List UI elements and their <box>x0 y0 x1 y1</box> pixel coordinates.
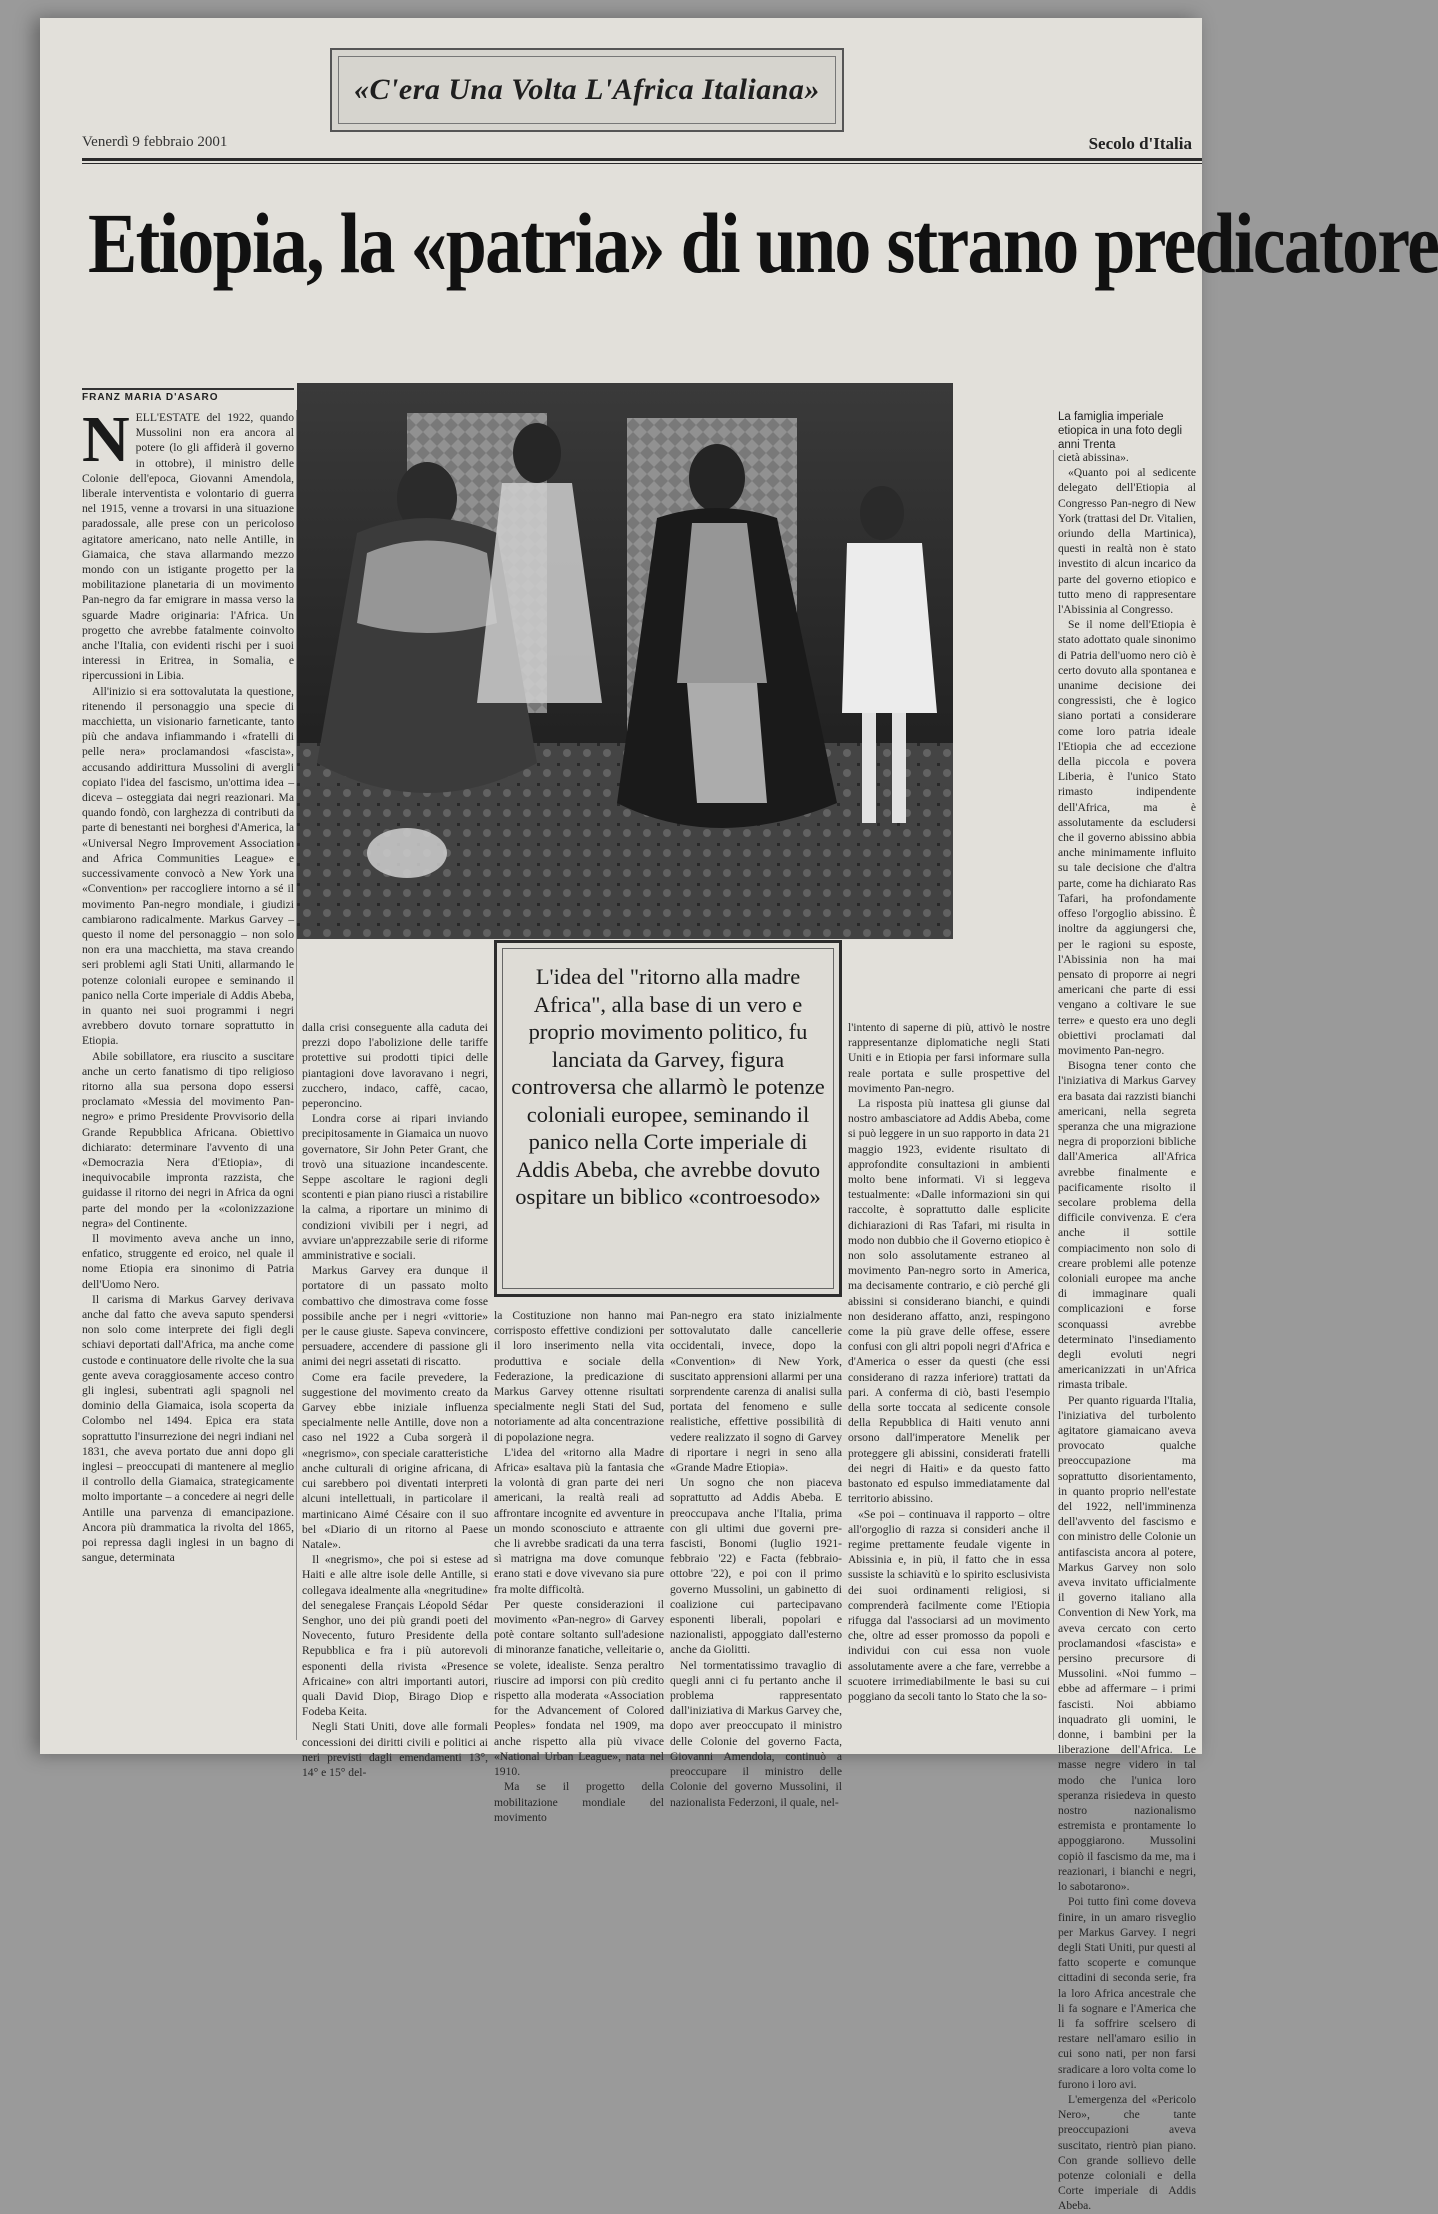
article-column-5 <box>848 1020 1050 1745</box>
article-column-2 <box>302 1020 488 1779</box>
emperor-head <box>689 444 745 512</box>
paragraph: L'idea del «ritorno alla Madre Africa» esaltava più la fantasia che la volontà di gran parte dei neri americani, la realtà reali ad affrontare incognite ed avventure in un mondo sconosciuto e attraente che li avrebbe sradicati da una terra sì matrigna ma dove comunque erano stati e dove vivevano sia pure fra molte difficoltà. <box>494 1445 664 1596</box>
paragraph: Il movimento aveva anche un inno, enfatico, struggente ed eroico, nel quale il nome Etiopia era sinonimo di Patria dell'Uomo Nero. <box>82 1231 294 1291</box>
paragraph: l'intento di saperne di più, attivò le nostre rappresentanze diplomatiche negli Stati Uniti e in Etiopia per farsi informare sulla reale portata e sulle prospettive del movimento Pan-negro. <box>848 1021 1050 1095</box>
paragraph: Per quanto riguarda l'Italia, l'iniziativa del turbolento agitatore giamaicano aveva provocato qualche preoccupazione ma soprattutto disorientamento, in quanto proprio nell'estate del 1922, nell'imminenza dell'avvento del fascismo e con ministro delle Colonie un antifascista ancora al potere, Markus Garvey non solo aveva invitato ufficialmente il governo italiano alla Convention di New York, ma aveva cercato con certo proclamandosi «fascista» e persino precursore di Mussolini. «Noi fummo – ebbe ad affermare – i primi fascisti. Noi abbiamo inquadrato gli uomini, le donne, i bambini per la liberazione dell'Africa. Le masse negre videro in tal modo che l'unica loro speranza risiedeva in questo nostro nazionalismo estremista e prontamente lo appoggiarono. Mussolini copiò il fascismo da me, ma i reazionari, i bianchi e negri, lo sabotarono». <box>1058 1393 1196 1894</box>
paragraph: Bisogna tener conto che l'iniziativa di Markus Garvey era basata dai razzisti bianchi americani, nella segreta speranza che una migrazione negra di proporzioni bibliche dall'America all'Africa avrebbe finalmente e pacificamente risolto il secolare problema della difficile convivenza. E c'era anche il sottile compiacimento non solo di creare problemi alle potenze coloniali europee ma anche di immaginare quali complicazioni e forse sconquassi avrebbe determinato l'insediamento degli evoluti negri americanizzati in un'Africa rimasta tribale. <box>1058 1059 1196 1392</box>
paragraph: la Costituzione non hanno mai corrisposto effettive condizioni per il loro inserimento nella vita produttiva e sociale della Federazione, la predicazione di Markus Garvey ottenne risultati specialmente negli Stati del Sud, notoriamente ad alta concentrazione di popolazione negra. <box>494 1309 664 1444</box>
photo-caption: La famiglia imperiale etiopica in una foto degli anni Trenta <box>1058 411 1183 451</box>
young-prince-leg <box>862 713 876 823</box>
masthead: Secolo d'Italia <box>1088 134 1192 153</box>
pull-quote-box <box>494 940 842 1297</box>
paragraph: «Quanto poi al sedicente delegato dell'Etiopia al Congresso Pan-negro di New York (trattasi del Dr. Vitalien, oriundo della Martinica), questi in realtà non è stato investito di alcun incarico da parte del governo etiopico e tutto meno di rappresentare l'Abissinia al Congresso. <box>1058 466 1196 617</box>
article-column-1 <box>82 403 294 1745</box>
paragraph: Se il nome dell'Etiopia è stato adottato quale sinonimo di Patria dell'uomo nero ciò è certo dovuto alla spontanea e unanime decisione dei congressisti, che è logico siano portati a considerare come loro patria ideale l'Etiopia che ad eccezione della piccola e povera Liberia, è l'unico Stato rimasto indipendente dell'Africa, ma è assolutamente da escludersi che il governo abissino abbia anche minimamente influito su tale decisione che d'altra parte, come ha dichiarato Ras Tafari, ha profondamente offeso l'orgoglio abissino. È inoltre da aggiungersi che, per le ragioni su esposte, l'Abissinia non ha mai pensato di proporre ai negri americani che parte di essi vengano a coltivare le sue terre» e questo era uno degli obiettivi proclamati dal movimento Pan-negro. <box>1058 618 1196 1057</box>
article-column-6 <box>1058 450 1196 2213</box>
column-rule <box>1053 450 1054 1740</box>
dog <box>367 828 447 878</box>
byline: FRANZ MARIA D'ASARO <box>82 388 294 403</box>
newspaper-page <box>40 18 1438 2213</box>
drop-cap: N <box>82 403 130 476</box>
paragraph: «Se poi – continuava il rapporto – oltre all'orgoglio di razza si consideri anche il regime prettamente feudale vigente in Abissinia e, in più, il fatto che in essa sussiste la schiavitù e lo spirito esclusivista dei suoi ordinamenti religiosi, si comprenderà facilmente come l'Etiopia rifugga dal l'associarsi ad un movimento che, oltre ad esser promosso da popoli e individui con cui essa non vuole assolutamente avere a che fare, verrebbe a scuotere irrimediabilmente le basi su cui poggiano da secoli tanto lo Stato che la so- <box>848 1507 1050 1703</box>
empress-cape <box>357 541 497 634</box>
paragraph: Il carisma di Markus Garvey derivava anche dal fatto che aveva saputo spendersi non solo come interprete dei figli degli schiavi deportati dall'Africa, ma anche come custode e continuatore delle rivolte che la sua gente aveva coraggiosamente acceso contro gli inglesi, subentrati agli spagnoli nel dominio della Giamaica, isola scoperta da Colombo nel 1494. Epica era stata soprattutto l'insurrezione dei negri indiani nel 1831, che aveva portato due anni dopo gli inglesi – preoccupati di mantenere al meglio il controllo della Giamaica, strategicamente molto importante – a concedere ai negri delle Antille una parvenza di emancipazione. Ancora più drammatica la rivolta del 1865, poi repressa dagli inglesi in un bagno di sangue, determinata <box>82 1292 294 1565</box>
headline: Etiopia, la «patria» di uno strano predicatore <box>88 195 1438 291</box>
paragraph: La risposta più inattesa gli giunse dal nostro ambasciatore ad Addis Abeba, come si può leggere in un suo rapporto in data 21 maggio 1923, evidente risultato di approfondite consultazioni in ambienti molto bene informati. Vi si leggeva testualmente: «Dalle informazioni sin qui raccolte, è soprattutto dalle esplicite dichiarazioni di Ras Tafari, mi risulta in modo non dubbio che il Governo etiopico è non solo assolutamente estraneo al movimento Pan-negro sorto in America, ma decisamente contrario, e ciò perché gli abissini si considerano bianchi, e quindi non desiderano affatto, anzi, respingono come la più grave delle offese, essere confusi con gli altri popoli negri d'Africa e d'America o esser da questi (che essi considerano di razza inferiore) trattati da pari. A conferma di ciò, basti l'esempio della sorte toccata al sedicente console della Repubblica di Haiti venuto anni orsono dall'imperatore Menelik per proteggere gli abissini, considerati fratelli dei negri di Haiti» e da questo fatto bastonato ed espulso immediatamente dal territorio abissino. <box>848 1097 1050 1506</box>
header-rule-thin <box>82 163 1202 164</box>
imperial-family-photo <box>297 383 953 939</box>
paragraph: Abile sobillatore, era riuscito a suscitare anche un certo fanatismo di tipo religioso ritorno alla sua persona dopo essersi proclamato «Messia del movimento Pan-negro» e primo Presidente Provvisorio della Grande Repubblica Africana. Obiettivo dichiarato: determinare l'avvento di una «Democrazia Nera d'Etiopia», di inequivocabile impronta razzista, che guidasse il ritorno dei negri in Africa da ogni parte del mondo per la «colonizzazione negra» del Continente. <box>82 1049 294 1230</box>
paragraph: Londra corse ai ripari inviando precipitosamente in Giamaica un nuovo governatore, Sir John Peter Grant, che trovò una situazione incandescente. Seppe ascoltare le ragioni degli scontenti e pian piano riuscì a ristabilire la calma, a riportare un minimo di condizioni vivibili per i negri, ad avviare un'apprezzabile serie di riforme amministrative e sociali. <box>302 1112 488 1263</box>
young-prince-leg <box>892 713 906 823</box>
paragraph: Per queste considerazioni il movimento «Pan-negro» di Garvey potè contare soltanto sull'adesione di minoranze fanatiche, velleitarie o, se volete, idealiste. Senza peraltro riuscire ad imporsi con più credito rispetto alla moderata «Association for the Advancement of Colored Peoples» fondata nel 1909, ma anche rispetto alla più vivace «National Urban League», nata nel 1910. <box>494 1597 664 1779</box>
paragraph: cietà abissina». <box>1058 451 1129 464</box>
young-prince-robe <box>842 543 937 713</box>
paragraph: Negli Stati Uniti, dove alle formali concessioni dei diritti civili e politici ai neri previsti dagli emendamenti 13°, 14° e 15° del- <box>302 1720 488 1779</box>
paragraph: dalla crisi conseguente alla caduta dei prezzi dopo l'abolizione delle tariffe protettive sui prodotti tipici delle piantagioni dove lavoravano i negri, zucchero, indaco, caffè, cacao, peperoncino. <box>302 1021 488 1111</box>
article-column-4 <box>670 1308 842 1809</box>
paragraph <box>82 403 294 684</box>
paragraph: Il «negrismo», che poi si estese ad Haiti e alle altre isole delle Antille, si collegava idealmente alla «negritudine» del senegalese Français Léopold Sédar Senghor, uno dei più grandi poeti del Novecento, futuro Presidente della Repubblica e fra i più autorevoli esponenti della rivista «Presence Africaine» con altri importanti autori, quali David Diop, Birago Diop e Fodeba Keita. <box>302 1553 488 1719</box>
photo-illustration <box>297 383 953 939</box>
prince-head <box>513 423 561 483</box>
issue-date: Venerdì 9 febbraio 2001 <box>82 134 228 150</box>
series-title: «C'era Una Volta L'Africa Italiana» <box>354 73 820 106</box>
young-prince-head <box>860 486 904 540</box>
paragraph: Poi tutto finì come doveva finire, in un amaro risveglio per Markus Garvey. I negri degli Stati Uniti, pur questi al fatto scoperte e comunque cittadini di seconda serie, fra la loro Africa ancestrale che li fa sognare e l'America che li fa soffrire scelsero di restare nell'amaro esilio in cui sono nati, per non farsi sradicare a loro volta come lo furono i loro avi. <box>1058 1895 1196 2091</box>
series-banner <box>330 48 844 132</box>
paragraph: Markus Garvey era dunque il portatore di un passato molto combattivo che dimostrava come fosse possibile anche per i negri «vittorie» per le cause giuste. Sapeva convincere, persuadere, accendere di passione gli animi dei negri assetati di riscatto. <box>302 1264 488 1369</box>
header-rule <box>82 158 1202 161</box>
paragraph: Nel tormentatissimo travaglio di quegli anni ci fu pertanto anche il problema rappresentato dall'iniziativa di Markus Garvey che, dopo aver preoccupato il ministro delle Colonie del governo Facta, Giovanni Amendola, continuò a preoccupare il ministro delle Colonie del governo Mussolini, il nazionalista Federzoni, il quale, nel- <box>670 1658 842 1809</box>
emperor-trousers <box>687 683 767 803</box>
paragraph: L'emergenza del «Pericolo Nero», che tante preoccupazioni aveva suscitato, rientrò pian piano. Con grande sollievo delle potenze coloniali e della Corte imperiale di Addis Abeba. <box>1058 2092 1196 2213</box>
paragraph-text: ELL'ESTATE del 1922, quando Mussolini non era ancora al potere (lo gli affiderà il governo in ottobre), il ministro delle Colonie dell'epoca, Giovanni Amendola, liberale interventista e volontario di guerra nel 1915, venne a trovarsi in una situazione paradossale, alle prese con un pericoloso agitatore americano, nato nelle Antille, in Giamaica, che stava allarmando mezzo mondo con un istigante progetto per la mobilitazione planetaria di un movimento Pan-negro da far emigrare in massa verso la sguarde Madre originaria: l'Africa. Un progetto che avrebbe fatalmente coinvolto anche l'Italia, con evidenti rischi per i suoi interessi in Eritrea, in Somalia, e ripercussioni in Libia. <box>82 411 294 683</box>
pull-quote: L'idea del "ritorno alla madre Africa", alla base di un vero e proprio movimento politico, fu lanciata da Garvey, figura controversa che allarmò le potenze coloniali europee, seminando il panico nella Corte imperiale di Addis Abeba, che avrebbe dovuto ospitare un biblico «controesodo» <box>511 964 825 1209</box>
paragraph: Un sogno che non piaceva soprattutto ad Addis Abeba. E preoccupava anche l'Italia, prima con gli ultimi due governi pre-fascisti, Bonomi (luglio 1921-febbraio '22) e Facta (febbraio-ottobre '22), e poi con il primo governo Mussolini, un gabinetto di coalizione cui partecipavano esponenti liberali, popolari e nazionalisti, appoggiato dall'esterno anche da Giolitti. <box>670 1476 842 1657</box>
paragraph: Come era facile prevedere, la suggestione del movimento creato da Garvey ebbe iniziale influenza specialmente nelle Antille, dove non a caso nel 1922 a Cuba sorgerà il «negrismo», con speciale caratteristiche anche culturali di origine africana, di cui sarebbero poi diventati interpreti alcuni intellettuali, in particolare il martinicano Aimé Césaire con il suo bel «Diario di un ritorno al Paese Natale». <box>302 1370 488 1551</box>
article-column-3 <box>494 1308 664 1824</box>
paragraph: All'inizio si era sottovalutata la questione, ritenendo il personaggio una specie di macchietta, un visionario farneticante, tanto più che andava infiammando i «fratelli di pelle nera» proclamandosi «fascista», accusando addirittura Mussolini di avergli copiato l'idea del fascismo, un'ottima idea – diceva – osteggiata dai negri reazionari. Ma quando fondò, con larghezza di contributi da parte di benestanti nei borghesi d'America, la «Universal Negro Improvement Association and Africa Communities League» e successivamente convocò a New York una «Convention» per raccogliere intorno a sé il movimento Pan-negro mondiale, i giudizi cambiarono radicalmente. Markus Garvey – questo il nome del personaggio – non solo non era una macchietta, ma stava creando seri problemi agli Stati Uniti, allarmando le potenze coloniali europee e seminando il panico nella Corte imperiale di Addis Abeba, in quanto nei suoi programmi i negri avrebbero dovuto tornare soprattutto in Etiopia. <box>82 684 294 1048</box>
paragraph: Ma se il progetto della mobilitazione mondiale del movimento <box>494 1780 664 1824</box>
paragraph: Pan-negro era stato inizialmente sottovalutato dalle cancellerie occidentali, invece, dopo la «Convention» di New York, suscitato apprensioni allarmi per una sorprendente carenza di analisi sulla portata del fenomeno e sulle realistiche, effettive possibilità di vedere realizzato il sogno di Garvey di riportare i negri in seno alla «Grande Madre Etiopia». <box>670 1309 842 1475</box>
